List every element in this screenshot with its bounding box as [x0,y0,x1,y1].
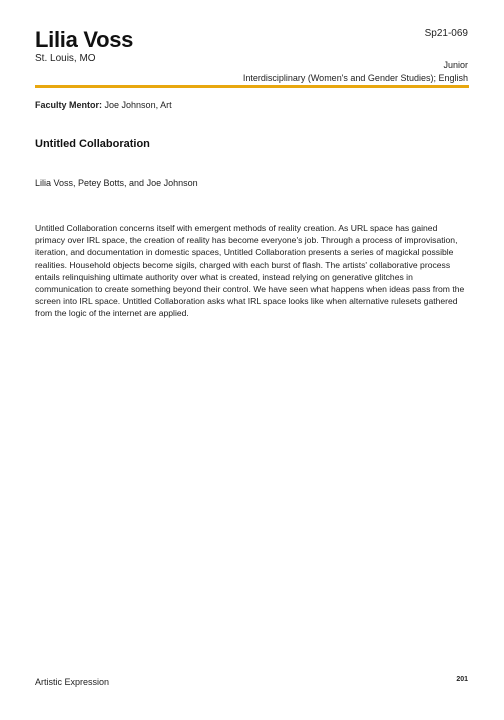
student-location: St. Louis, MO [35,53,96,64]
project-code: Sp21-069 [424,28,468,39]
faculty-mentor [35,100,172,110]
header-divider [35,85,469,88]
student-majors: Interdisciplinary (Women's and Gender Studies); English [242,73,468,83]
faculty-mentor-value: Joe Johnson, Art [104,100,172,110]
project-title: Untitled Collaboration [35,138,150,150]
page-number: 201 [456,676,468,683]
project-abstract: Untitled Collaboration concerns itself with emergent methods of reality creation. As URL space has gained primacy over IRL space, the creation of reality has become everyone's job. Through a process of improvisation, iteration, and documentation in domestic spaces, Untitled Collaboration presents a series of magickal possible realities. Household objects become sigils, charged with each burst of flash. The artists' collaborative process entails relinquishing ultimate authority over what is created, instead relying on generative glitches in communication to create something beyond their control. We have seen what happens when ideas pass from the screen into IRL space. Untitled Collaboration asks what IRL space looks like when alternative rulesets gathered from the logic of the internet are applied. [35,223,465,319]
faculty-mentor-label: Faculty Mentor: [35,100,103,110]
project-authors: Lilia Voss, Petey Botts, and Joe Johnson [35,178,198,188]
student-name: Lilia Voss [35,27,134,52]
student-year: Junior [443,60,468,70]
footer-section: Artistic Expression [35,677,110,687]
